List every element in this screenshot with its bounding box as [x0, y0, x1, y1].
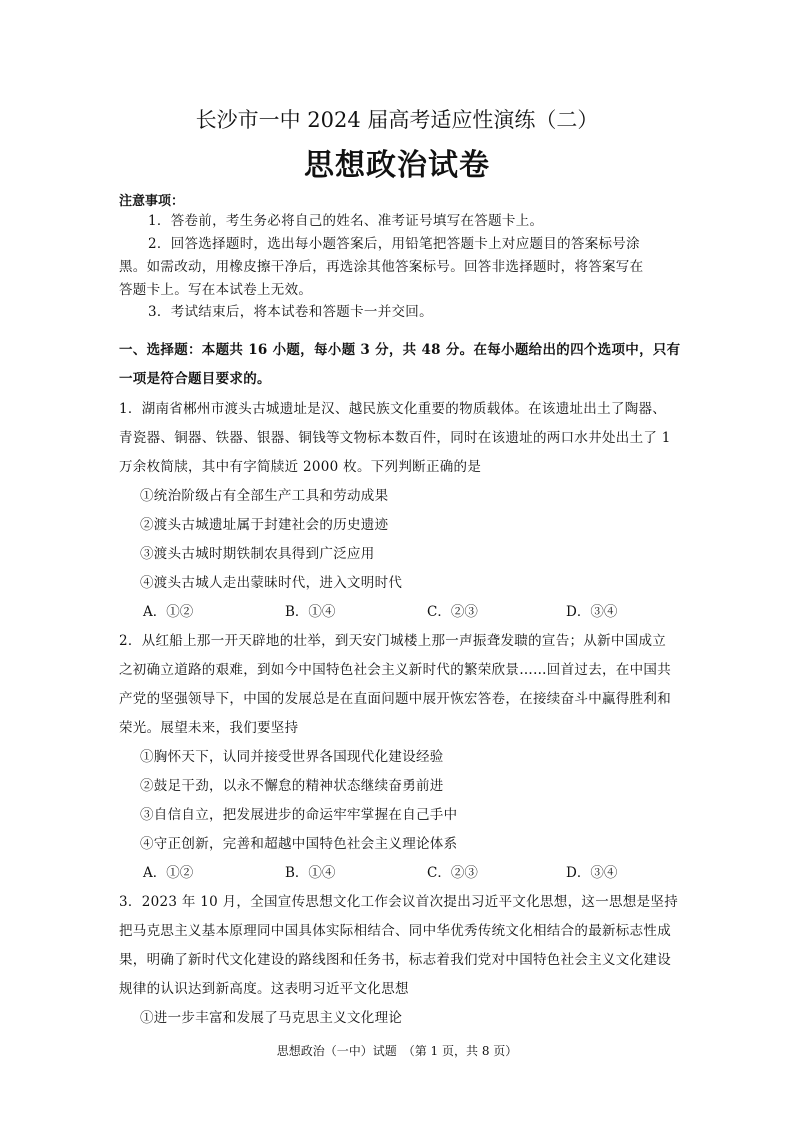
question-3-text: 规律的认识达到新高度。这表明习近平文化思想 [119, 981, 409, 997]
notes-line: 黑。如需改动，用橡皮擦干净后，再选涂其他答案标号。回答非选择题时，将答案写在 [119, 259, 644, 275]
question-2-text: 荣光。展望未来，我们要坚持 [119, 720, 299, 736]
question-1-option-d: D．③④ [566, 604, 618, 620]
page-footer: 思想政治（一中）试题 （第 1 页，共 8 页） [276, 1044, 518, 1058]
notes-line: 1．答卷前，考生务必将自己的姓名、准考证号填写在答题卡上。 [148, 213, 544, 229]
question-2-text: 2．从红船上那一开天辟地的壮举，到天安门城楼上那一声振聋发聩的宣告；从新中国成立 [119, 633, 667, 649]
question-3-text: 果，明确了新时代文化建设的路线图和任务书，标志着我们党对中国特色社会主义文化建设 [119, 952, 671, 968]
question-2-option-a: A．①② [143, 865, 194, 881]
question-2-statement: ①胸怀天下，认同并接受世界各国现代化建设经验 [140, 749, 444, 765]
question-2-option-b: B．①④ [285, 865, 336, 881]
notes-line: 答题卡上。写在本试卷上无效。 [119, 282, 313, 298]
question-1-text: 青瓷器、铜器、铁器、银器、铜钱等文物标本数百件，同时在该遗址的两口水井处出土了 1 [119, 430, 671, 446]
question-3-text: 把马克思主义基本原理同中国具体实际相结合、同中华优秀传统文化相结合的最新标志性成 [119, 923, 671, 939]
question-2-statement: ②鼓足干劲，以永不懈怠的精神状态继续奋勇前进 [140, 778, 444, 794]
question-1-statement: ③渡头古城时期铁制农具得到广泛应用 [140, 546, 375, 562]
notes-line: 2．回答选择题时，选出每小题答案后，用铅笔把答题卡上对应题目的答案标号涂 [148, 236, 640, 252]
section-heading: 一项是符合题目要求的。 [119, 371, 271, 387]
question-3-statement: ①进一步丰富和发展了马克思主义文化理论 [140, 1010, 403, 1026]
question-2-option-c: C．②③ [427, 865, 478, 881]
exam-subject-title: 思想政治试卷 [304, 148, 490, 183]
question-1-text: 1．湖南省郴州市渡头古城遗址是汉、越民族文化重要的物质载体。在该遗址出土了陶器、 [119, 401, 667, 417]
exam-header-title: 长沙市一中 2024 届高考适应性演练（二） [195, 108, 599, 132]
question-1-statement: ①统治阶级占有全部生产工具和劳动成果 [140, 488, 389, 504]
question-2-text: 之初确立道路的艰难，到如今中国特色社会主义新时代的繁荣欣景……回首过去，在中国共 [119, 662, 671, 678]
notes-heading: 注意事项： [119, 194, 185, 209]
question-1-text: 万余枚简牍，其中有字简牍近 2000 枚。下列判断正确的是 [119, 459, 482, 475]
question-2-statement: ④守正创新，完善和超越中国特色社会主义理论体系 [140, 836, 458, 852]
question-2-option-d: D．③④ [566, 865, 618, 881]
question-1-option-c: C．②③ [427, 604, 478, 620]
question-3-text: 3．2023 年 10 月，全国宣传思想文化工作会议首次提出习近平文化思想，这一思想是坚持 [119, 894, 678, 910]
question-1-statement: ②渡头古城遗址属于封建社会的历史遗迹 [140, 517, 389, 533]
notes-line: 3．考试结束后，将本试卷和答题卡一并交回。 [148, 304, 433, 320]
section-heading: 一、选择题：本题共 16 小题，每小题 3 分，共 48 分。在每小题给出的四个选项中，只有 [119, 342, 681, 358]
question-1-statement: ④渡头古城人走出蒙昧时代，进入文明时代 [140, 575, 403, 591]
question-2-text: 产党的坚强领导下，中国的发展总是在直面问题中展开恢宏答卷，在接续奋斗中赢得胜利和 [119, 691, 671, 707]
question-1-option-a: A．①② [143, 604, 194, 620]
question-1-option-b: B．①④ [285, 604, 336, 620]
question-2-statement: ③自信自立，把发展进步的命运牢牢掌握在自己手中 [140, 807, 458, 823]
